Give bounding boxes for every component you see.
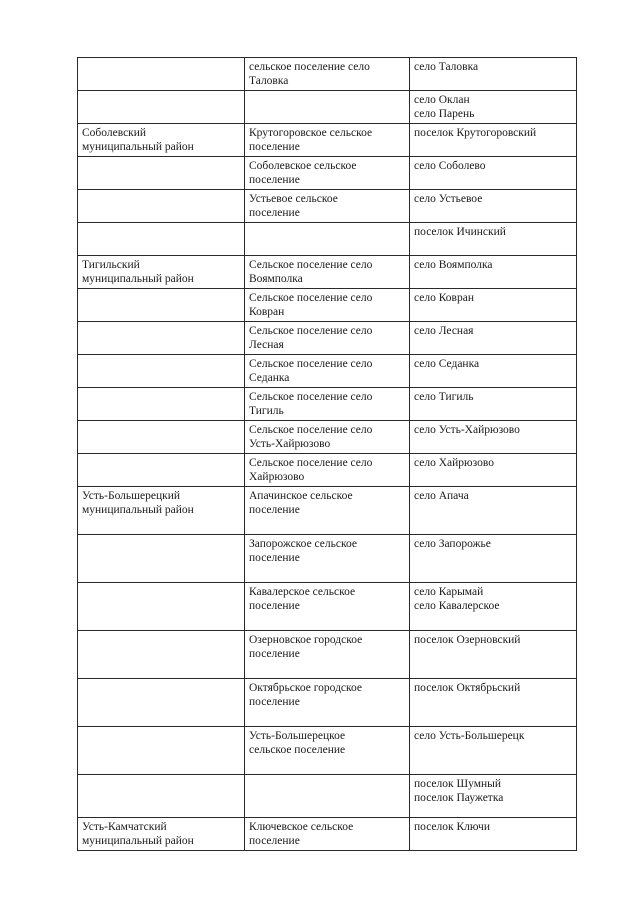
table-row — [78, 157, 577, 190]
settlement-cell — [245, 818, 410, 851]
settlements-table-body — [78, 58, 577, 851]
localities-line: село Соболево — [414, 160, 486, 172]
district-line: Усть-Камчатский — [82, 821, 167, 833]
district-cell — [78, 91, 245, 124]
district-cell — [78, 631, 245, 679]
district-line: муниципальный район — [82, 273, 194, 285]
settlement-line: Ключевское сельское — [249, 821, 354, 833]
localities-cell — [410, 223, 577, 256]
table-row — [78, 355, 577, 388]
table-row — [78, 190, 577, 223]
district-cell — [78, 322, 245, 355]
settlement-line: Ковран — [249, 306, 285, 318]
localities-line: село Усть-Хайрюзово — [414, 424, 520, 436]
table-row — [78, 727, 577, 775]
settlement-cell — [245, 679, 410, 727]
localities-line: поселок Крутогоровский — [414, 127, 537, 139]
settlement-cell — [245, 256, 410, 289]
localities-cell — [410, 727, 577, 775]
district-line: Тигильский — [82, 259, 140, 271]
district-cell — [78, 583, 245, 631]
settlement-line: поселение — [249, 174, 300, 186]
district-cell — [78, 775, 245, 818]
settlement-line: сельское поселение село — [249, 61, 370, 73]
settlement-line: Крутогоровское сельское — [249, 127, 373, 139]
settlement-cell — [245, 583, 410, 631]
settlement-line: Сельское поселение село — [249, 325, 373, 337]
localities-cell — [410, 487, 577, 535]
settlement-line: сельское поселение — [249, 744, 346, 756]
district-cell — [78, 256, 245, 289]
localities-cell — [410, 289, 577, 322]
settlement-line: поселение — [249, 600, 300, 612]
table-row — [78, 631, 577, 679]
localities-line: поселок Ключи — [414, 821, 490, 833]
localities-line: село Воямполка — [414, 259, 493, 271]
localities-line: село Ковран — [414, 292, 474, 304]
localities-line: поселок Паужетка — [414, 792, 504, 804]
settlement-line: Сельское поселение село — [249, 358, 373, 370]
settlement-cell — [245, 58, 410, 91]
settlement-cell — [245, 631, 410, 679]
table-row — [78, 679, 577, 727]
settlement-line: Кавалерское сельское — [249, 586, 356, 598]
district-cell — [78, 388, 245, 421]
settlement-line: Лесная — [249, 339, 284, 351]
settlement-line: поселение — [249, 696, 300, 708]
settlement-line: поселение — [249, 648, 300, 660]
district-cell — [78, 58, 245, 91]
district-line: муниципальный район — [82, 141, 194, 153]
localities-line: село Тигиль — [414, 391, 474, 403]
settlement-cell — [245, 535, 410, 583]
settlement-cell — [245, 289, 410, 322]
settlement-line: Сельское поселение село — [249, 424, 373, 436]
settlement-line: Тигиль — [249, 405, 284, 417]
district-cell — [78, 355, 245, 388]
settlement-line: поселение — [249, 835, 300, 847]
table-row — [78, 818, 577, 851]
localities-cell — [410, 157, 577, 190]
table-row — [78, 421, 577, 454]
settlement-line: Запорожское сельское — [249, 538, 357, 550]
settlement-cell — [245, 487, 410, 535]
settlement-line: Усть-Большерецкое — [249, 730, 346, 742]
localities-cell — [410, 388, 577, 421]
table-row — [78, 775, 577, 818]
table-row — [78, 91, 577, 124]
localities-cell — [410, 421, 577, 454]
settlement-line: поселение — [249, 207, 300, 219]
localities-cell — [410, 124, 577, 157]
settlement-line: Апачинское сельское — [249, 490, 353, 502]
localities-cell — [410, 679, 577, 727]
district-cell — [78, 535, 245, 583]
district-cell — [78, 487, 245, 535]
district-cell — [78, 727, 245, 775]
settlement-line: Седанка — [249, 372, 290, 384]
table-row — [78, 223, 577, 256]
localities-line: поселок Октябрьский — [414, 682, 521, 694]
settlement-cell — [245, 727, 410, 775]
localities-line: поселок Озерновский — [414, 634, 521, 646]
localities-cell — [410, 322, 577, 355]
settlement-cell — [245, 355, 410, 388]
settlement-cell — [245, 421, 410, 454]
district-line: муниципальный район — [82, 835, 194, 847]
settlement-cell — [245, 223, 410, 256]
settlements-table — [77, 57, 577, 851]
localities-line: село Лесная — [414, 325, 474, 337]
district-line: Соболевский — [82, 127, 147, 139]
settlement-line: Усть-Хайрюзово — [249, 438, 331, 450]
localities-line: село Парень — [414, 108, 475, 120]
settlement-line: Октябрьское городское — [249, 682, 363, 694]
settlement-line: Сельское поселение село — [249, 259, 373, 271]
district-cell — [78, 124, 245, 157]
settlement-cell — [245, 190, 410, 223]
district-cell — [78, 190, 245, 223]
district-cell — [78, 289, 245, 322]
localities-line: поселок Ичинский — [414, 226, 506, 238]
table-row — [78, 487, 577, 535]
localities-cell — [410, 583, 577, 631]
table-row — [78, 289, 577, 322]
settlement-line: Озерновское городское — [249, 634, 363, 646]
settlement-cell — [245, 322, 410, 355]
localities-line: село Седанка — [414, 358, 480, 370]
localities-line: поселок Шумный — [414, 778, 502, 790]
district-cell — [78, 157, 245, 190]
settlement-line: Сельское поселение село — [249, 391, 373, 403]
settlement-line: Таловка — [249, 75, 289, 87]
localities-line: село Оклан — [414, 94, 470, 106]
localities-cell — [410, 631, 577, 679]
localities-line: село Кавалерское — [414, 600, 500, 612]
settlement-line: поселение — [249, 552, 300, 564]
localities-line: село Карымай — [414, 586, 484, 598]
table-row — [78, 256, 577, 289]
table-row — [78, 58, 577, 91]
district-cell — [78, 454, 245, 487]
localities-line: село Хайрюзово — [414, 457, 494, 469]
settlement-line: Сельское поселение село — [249, 292, 373, 304]
localities-line: село Апача — [414, 490, 469, 502]
settlement-line: Хайрюзово — [249, 471, 305, 483]
table-row — [78, 583, 577, 631]
settlement-cell — [245, 157, 410, 190]
district-line: муниципальный район — [82, 504, 194, 516]
localities-cell — [410, 256, 577, 289]
district-cell — [78, 421, 245, 454]
district-line: Усть-Большерецкий — [82, 490, 181, 502]
district-cell — [78, 818, 245, 851]
table-row — [78, 322, 577, 355]
settlement-line: поселение — [249, 141, 300, 153]
localities-line: село Устьевое — [414, 193, 483, 205]
localities-line: село Таловка — [414, 61, 479, 73]
settlement-cell — [245, 775, 410, 818]
settlement-line: Соболевское сельское — [249, 160, 357, 172]
table-row — [78, 454, 577, 487]
table-row — [78, 535, 577, 583]
settlement-cell — [245, 91, 410, 124]
table-row — [78, 124, 577, 157]
localities-cell — [410, 775, 577, 818]
settlement-line: Воямполка — [249, 273, 303, 285]
settlement-cell — [245, 124, 410, 157]
localities-line: село Усть-Большерецк — [414, 730, 525, 742]
district-cell — [78, 223, 245, 256]
localities-cell — [410, 454, 577, 487]
settlement-line: Устьевое сельское — [249, 193, 338, 205]
settlement-cell — [245, 454, 410, 487]
localities-cell — [410, 355, 577, 388]
localities-cell — [410, 58, 577, 91]
localities-cell — [410, 190, 577, 223]
localities-line: село Запорожье — [414, 538, 491, 550]
table-row — [78, 388, 577, 421]
localities-cell — [410, 818, 577, 851]
settlement-line: Сельское поселение село — [249, 457, 373, 469]
localities-cell — [410, 91, 577, 124]
district-cell — [78, 679, 245, 727]
settlement-cell — [245, 388, 410, 421]
settlement-line: поселение — [249, 504, 300, 516]
localities-cell — [410, 535, 577, 583]
